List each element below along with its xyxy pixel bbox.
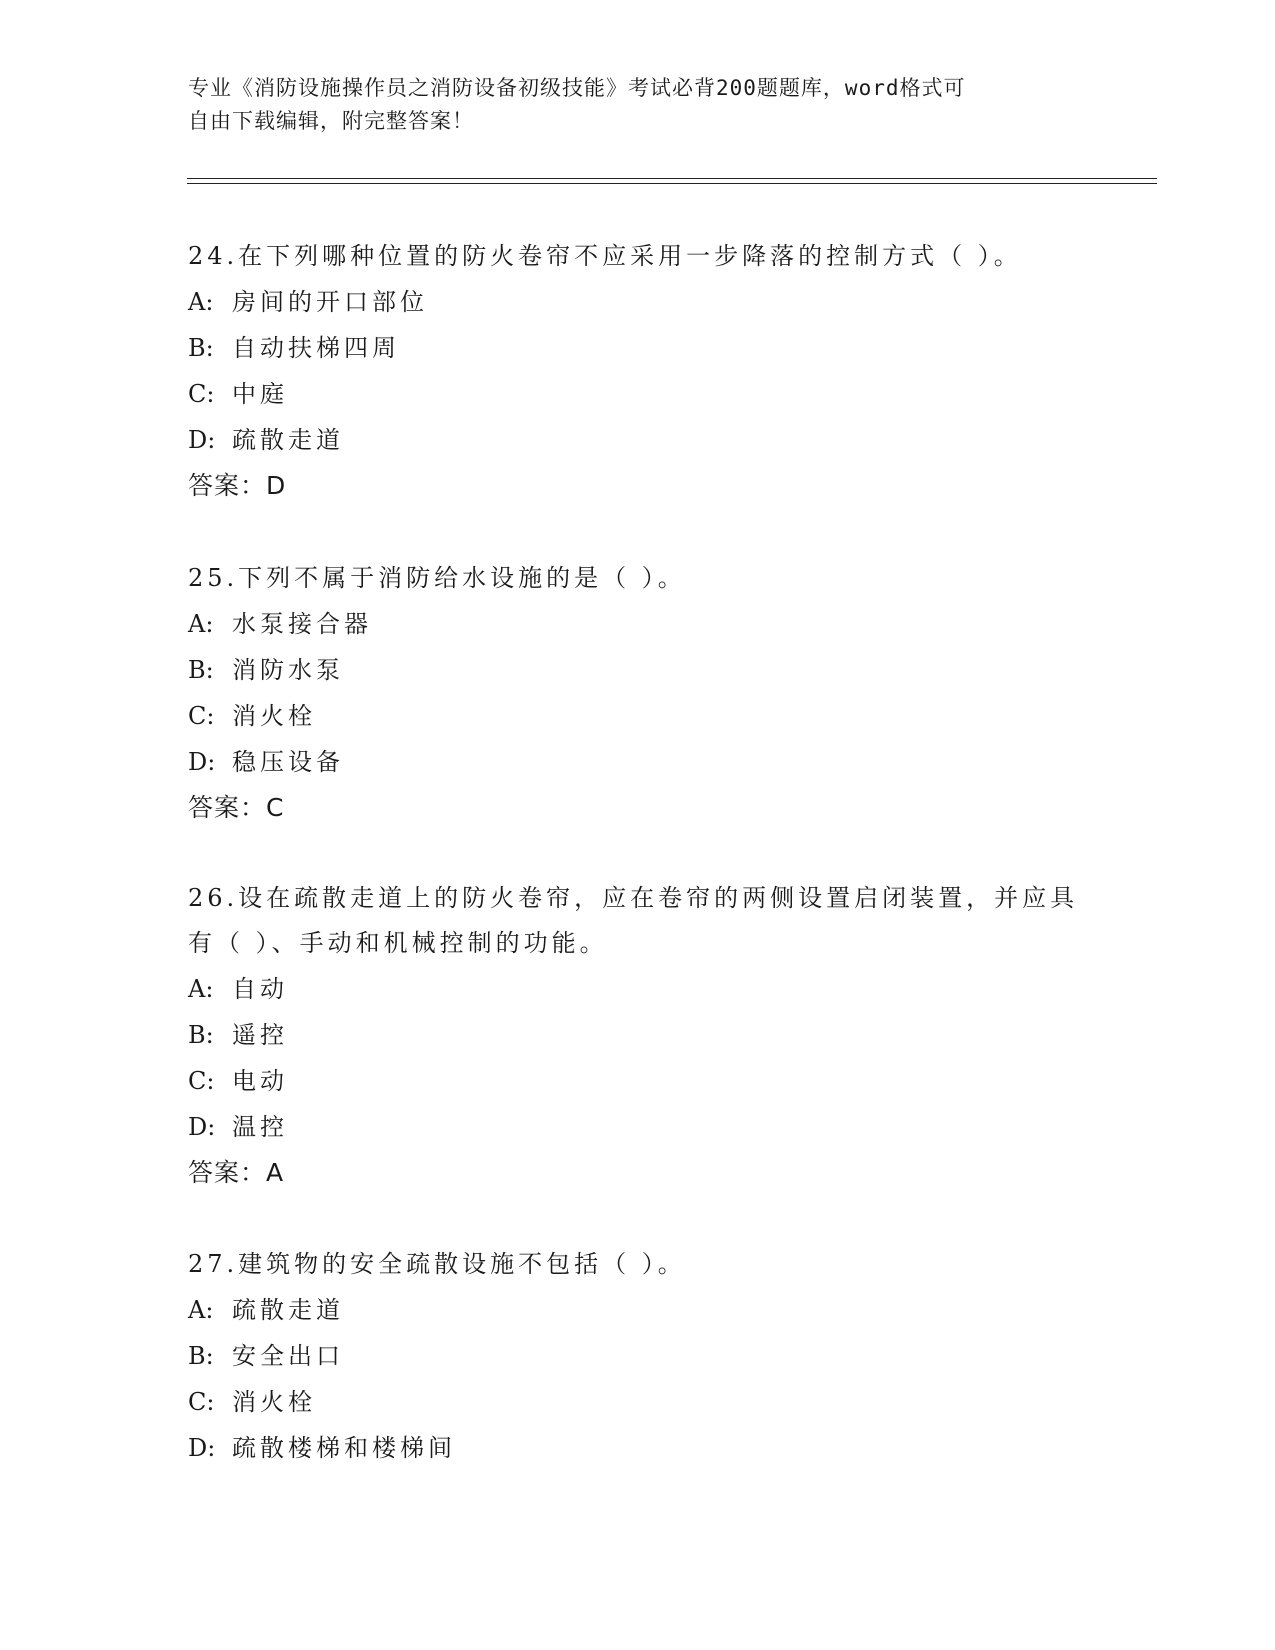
option-d — [188, 739, 1088, 785]
question-26 — [188, 876, 1088, 1196]
option-c — [188, 1379, 1088, 1425]
document-header — [188, 72, 1068, 138]
option-a — [188, 601, 1088, 647]
option-b — [188, 325, 1088, 371]
option-c — [188, 693, 1088, 739]
option-text: 中庭 — [232, 380, 288, 408]
option-text: 自动扶梯四周 — [232, 334, 400, 362]
option-key: D: — [188, 1434, 216, 1462]
option-key: A: — [188, 610, 214, 638]
question-text: 24.在下列哪种位置的防火卷帘不应采用一步降落的控制方式（ ）。 — [188, 242, 1022, 270]
question-text: 25.下列不属于消防给水设施的是（ ）。 — [188, 564, 686, 592]
option-text: 消火栓 — [232, 1388, 316, 1416]
option-a — [188, 279, 1088, 325]
option-key: D: — [188, 1113, 216, 1141]
option-key: A: — [188, 288, 214, 316]
answer-line: 答案：A — [188, 1158, 285, 1187]
option-text: 疏散走道 — [232, 1296, 344, 1324]
header-divider-top — [187, 178, 1157, 179]
option-key: B: — [188, 1021, 214, 1049]
option-key: B: — [188, 1342, 214, 1370]
option-text: 房间的开口部位 — [232, 288, 428, 316]
header-line-2: 自由下载编辑，附完整答案！ — [188, 109, 474, 133]
option-text: 温控 — [232, 1113, 288, 1141]
option-text: 疏散走道 — [232, 426, 344, 454]
question-24 — [188, 234, 1088, 509]
option-key: C: — [188, 702, 215, 730]
option-key: A: — [188, 975, 214, 1003]
option-text: 遥控 — [232, 1021, 288, 1049]
answer-line: 答案：C — [188, 793, 285, 822]
option-key: C: — [188, 1388, 215, 1416]
answer-line: 答案：D — [188, 471, 287, 500]
option-b — [188, 1333, 1088, 1379]
option-key: B: — [188, 334, 214, 362]
option-d — [188, 1425, 1088, 1471]
option-text: 自动 — [232, 975, 288, 1003]
question-25 — [188, 556, 1088, 831]
option-a — [188, 966, 1088, 1012]
header-divider-bottom — [187, 183, 1157, 184]
option-text: 稳压设备 — [232, 748, 344, 776]
option-key: C: — [188, 1067, 215, 1095]
option-b — [188, 647, 1088, 693]
question-text: 26.设在疏散走道上的防火卷帘，应在卷帘的两侧设置启闭装置，并应具有（ ）、手动和机械控制的功能。 — [188, 884, 1079, 957]
option-key: C: — [188, 380, 215, 408]
option-text: 消防水泵 — [232, 656, 344, 684]
option-key: D: — [188, 426, 216, 454]
option-text: 消火栓 — [232, 702, 316, 730]
question-text: 27.建筑物的安全疏散设施不包括（ ）。 — [188, 1250, 686, 1278]
option-text: 疏散楼梯和楼梯间 — [232, 1434, 456, 1462]
option-text: 安全出口 — [232, 1342, 344, 1370]
option-a — [188, 1287, 1088, 1333]
option-d — [188, 417, 1088, 463]
option-c — [188, 371, 1088, 417]
option-key: B: — [188, 656, 214, 684]
option-text: 电动 — [232, 1067, 288, 1095]
option-c — [188, 1058, 1088, 1104]
header-line-1: 专业《消防设施操作员之消防设备初级技能》考试必背200题题库，word格式可 — [188, 76, 966, 100]
option-b — [188, 1012, 1088, 1058]
option-key: A: — [188, 1296, 214, 1324]
option-text: 水泵接合器 — [232, 610, 372, 638]
option-d — [188, 1104, 1088, 1150]
option-key: D: — [188, 748, 216, 776]
question-27 — [188, 1242, 1088, 1471]
